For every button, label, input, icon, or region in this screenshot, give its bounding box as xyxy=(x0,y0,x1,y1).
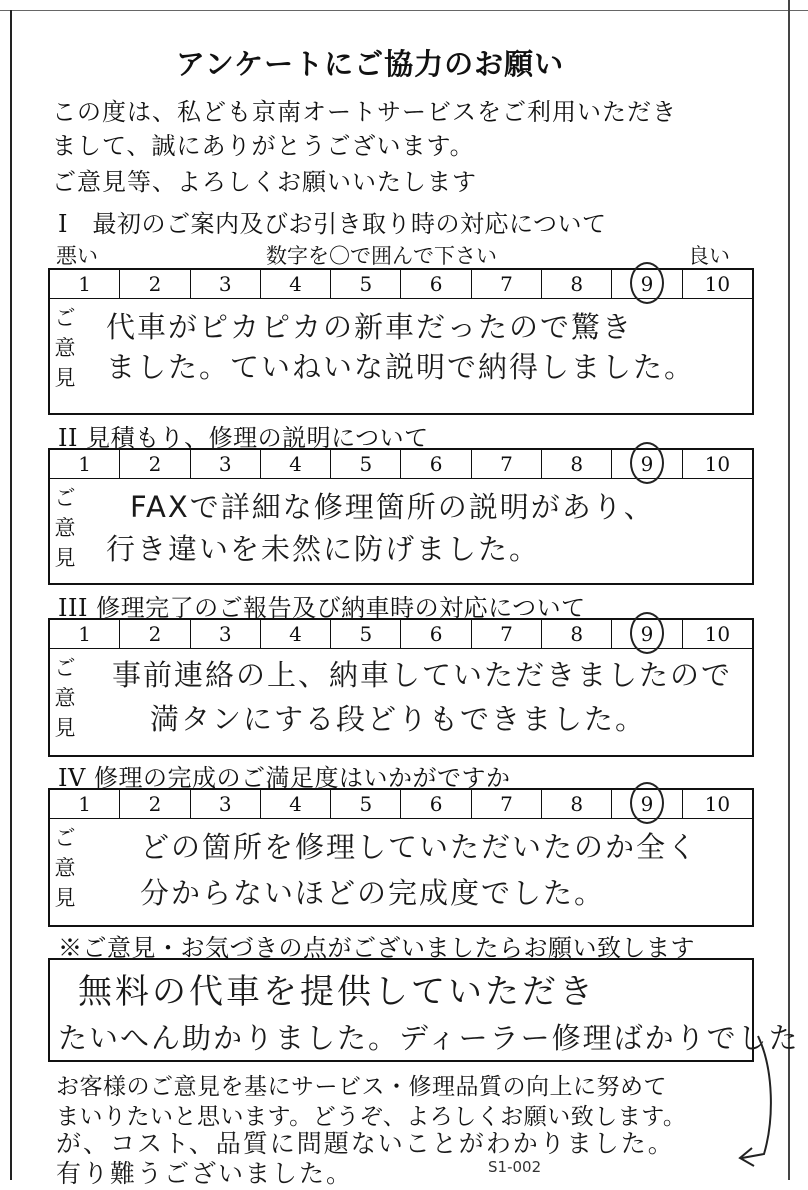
scale-bad-label: 悪い xyxy=(56,244,98,268)
rating-scale-3 xyxy=(50,620,752,649)
notes-heading: ※ご意見・お気づきの点がございましたらお願い致します xyxy=(58,934,695,962)
rating-option-label: 9 xyxy=(640,272,654,296)
comment-box-2 xyxy=(50,479,752,583)
rating-option[interactable]: 7 xyxy=(472,790,542,818)
rating-option-label: 9 xyxy=(640,452,654,476)
rating-option[interactable] xyxy=(612,620,682,648)
rating-option[interactable]: 10 xyxy=(704,622,731,646)
section-3-heading: III 修理完了のご報告及び納車時の対応について xyxy=(58,594,586,622)
comment-3-line-2: 満タンにする段どりもできました。 xyxy=(150,702,647,736)
extra-comment-line-2: 有り難うございました。 xyxy=(56,1159,354,1188)
rating-option[interactable]: 8 xyxy=(542,620,612,648)
selection-circle-icon xyxy=(630,612,664,654)
scan-edge-right xyxy=(788,0,790,1180)
comment-3-line-1: 事前連絡の上、納車していただきましたので xyxy=(112,658,733,692)
rating-option-label: 9 xyxy=(640,622,654,646)
rating-scale-4 xyxy=(50,790,752,819)
notes-line-1: 無料の代車を提供していただき xyxy=(78,972,596,1012)
notes-line-2: たいへん助かりました。ディーラー修理ばかりでした xyxy=(58,1021,800,1055)
closing-line-2: まいりたいと思います。どうぞ、よろしくお願い致します。 xyxy=(56,1104,687,1130)
scale-instruction: 数字を〇で囲んで下さい xyxy=(266,244,497,268)
extra-comment-line-1: が、コスト、品質に問題ないことがわかりました。 xyxy=(56,1129,675,1158)
rating-option[interactable] xyxy=(612,790,682,818)
section-1-heading: I 最初のご案内及びお引き取り時の対応について xyxy=(58,210,607,238)
rating-scale-2 xyxy=(50,450,752,479)
rating-scale-1 xyxy=(50,270,752,299)
intro-line-1: この度は、私ども京南オートサービスをご利用いただき xyxy=(52,98,677,126)
rating-option[interactable]: 1 xyxy=(50,270,120,298)
rating-option[interactable]: 8 xyxy=(542,450,612,478)
closing-line-1: お客様のご意見を基にサービス・修理品質の向上に努めて xyxy=(56,1074,667,1100)
arrow-icon xyxy=(730,1030,780,1170)
selection-circle-icon xyxy=(630,442,664,484)
rating-option[interactable]: 4 xyxy=(261,620,331,648)
rating-option[interactable]: 10 xyxy=(704,272,731,296)
comment-4-line-1: どの箇所を修理していただいたのか全く xyxy=(140,830,699,864)
survey-title: アンケートにご協力のお願い xyxy=(175,47,565,81)
notes-comment-box xyxy=(48,958,800,1062)
rating-option[interactable] xyxy=(612,450,682,478)
rating-table-3 xyxy=(48,618,754,757)
rating-option[interactable]: 2 xyxy=(120,790,190,818)
rating-option[interactable]: 6 xyxy=(401,450,471,478)
intro-line-2: まして、誠にありがとうございます。 xyxy=(52,132,475,160)
rating-option[interactable]: 5 xyxy=(331,450,401,478)
rating-option[interactable]: 3 xyxy=(191,450,261,478)
rating-option[interactable]: 7 xyxy=(472,620,542,648)
comment-1-line-1: 代車がピカピカの新車だったので驚き xyxy=(106,310,634,344)
rating-option[interactable]: 5 xyxy=(331,270,401,298)
rating-option[interactable]: 3 xyxy=(191,790,261,818)
selection-circle-icon xyxy=(630,262,664,304)
intro-line-3: ご意見等、よろしくお願いいたします xyxy=(52,168,477,196)
comment-box-3 xyxy=(50,649,752,755)
rating-option[interactable]: 5 xyxy=(331,620,401,648)
scan-edge-top xyxy=(0,10,808,11)
comment-box-4 xyxy=(50,819,752,925)
comment-2-line-1: FAXで詳細な修理箇所の説明があり、 xyxy=(130,490,655,524)
scan-edge-left xyxy=(10,10,12,1180)
rating-option[interactable]: 7 xyxy=(472,450,542,478)
rating-option-label: 9 xyxy=(640,792,654,816)
rating-option[interactable]: 2 xyxy=(120,450,190,478)
scale-good-label: 良い xyxy=(688,244,730,268)
rating-option[interactable]: 2 xyxy=(120,620,190,648)
rating-table-2 xyxy=(48,448,754,585)
rating-option[interactable]: 4 xyxy=(261,790,331,818)
section-4-heading: IV 修理の完成のご満足度はいかがですか xyxy=(58,764,511,792)
rating-option[interactable]: 10 xyxy=(704,452,731,476)
comment-box-1 xyxy=(50,299,752,413)
comment-4-line-2: 分からないほどの完成度でした。 xyxy=(140,876,606,910)
comment-label-4: ご 意 見 xyxy=(54,826,76,910)
document-code: S1-002 xyxy=(488,1158,542,1176)
rating-option[interactable]: 2 xyxy=(120,270,190,298)
comment-label-3: ご 意 見 xyxy=(54,656,76,740)
rating-option[interactable]: 3 xyxy=(191,270,261,298)
rating-option[interactable]: 3 xyxy=(191,620,261,648)
comment-2-line-2: 行き違いを未然に防げました。 xyxy=(106,532,541,566)
rating-option[interactable]: 8 xyxy=(542,270,612,298)
comment-label-2: ご 意 見 xyxy=(54,486,76,570)
rating-option[interactable] xyxy=(612,270,682,298)
rating-option[interactable]: 6 xyxy=(401,270,471,298)
rating-option[interactable]: 6 xyxy=(401,620,471,648)
section-2-heading: II 見積もり、修理の説明について xyxy=(58,424,429,452)
rating-table-1 xyxy=(48,268,754,415)
selection-circle-icon xyxy=(630,782,664,824)
rating-option[interactable]: 5 xyxy=(331,790,401,818)
comment-1-line-2: ました。ていねいな説明で納得しました。 xyxy=(106,350,696,384)
rating-option[interactable]: 1 xyxy=(50,620,120,648)
rating-option[interactable]: 7 xyxy=(472,270,542,298)
rating-option[interactable]: 8 xyxy=(542,790,612,818)
rating-option[interactable]: 6 xyxy=(401,790,471,818)
rating-option[interactable]: 4 xyxy=(261,450,331,478)
rating-option[interactable]: 4 xyxy=(261,270,331,298)
rating-option[interactable]: 10 xyxy=(704,792,731,816)
comment-label-1: ご 意 見 xyxy=(54,306,76,390)
rating-table-4 xyxy=(48,788,754,927)
rating-option[interactable]: 1 xyxy=(50,790,120,818)
rating-option[interactable]: 1 xyxy=(50,450,120,478)
